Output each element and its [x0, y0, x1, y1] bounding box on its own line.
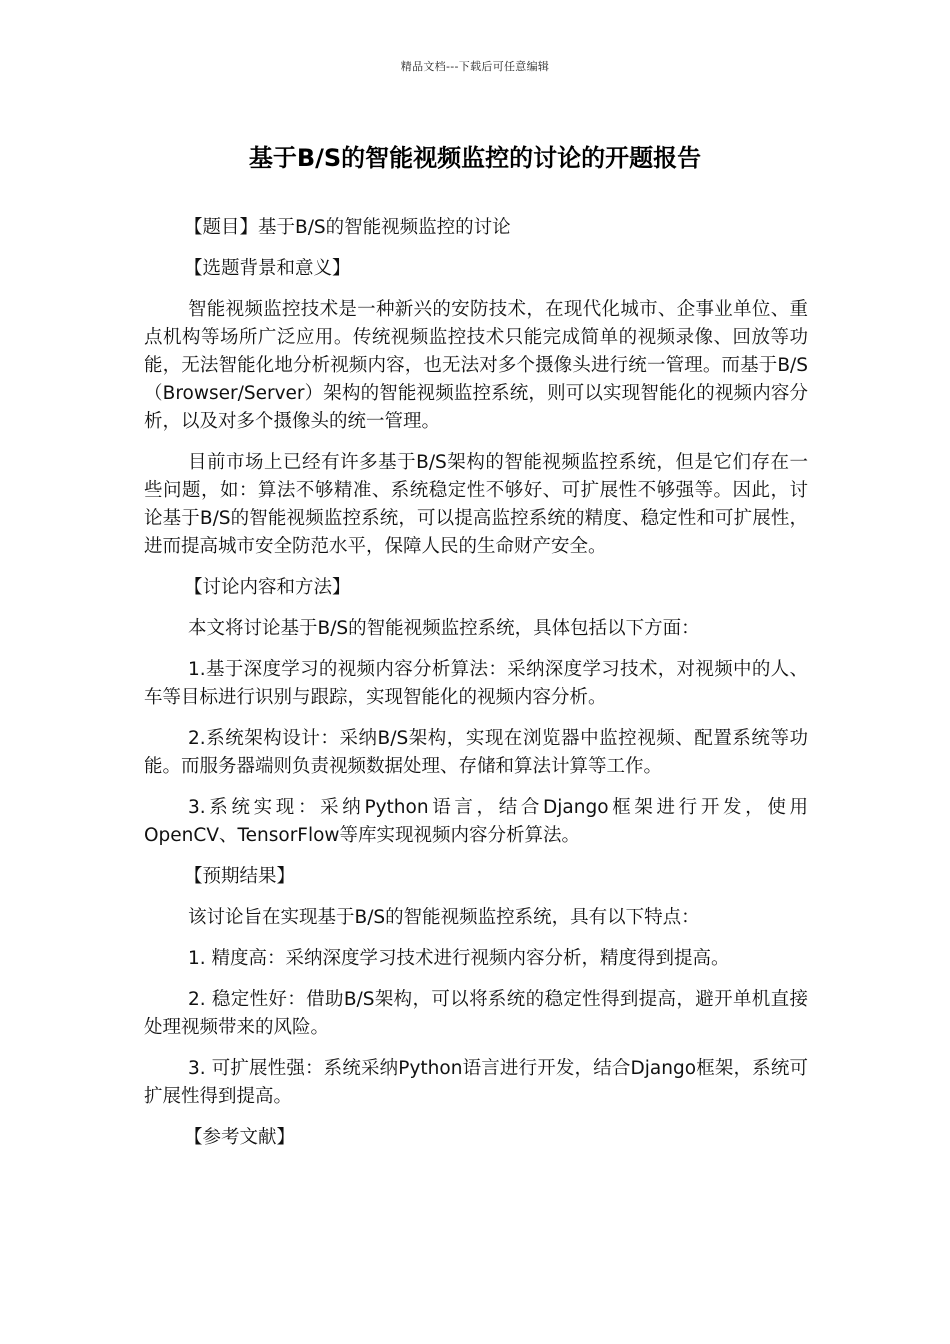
- section-heading-results: 【预期结果】: [184, 866, 296, 887]
- topic-line: 【题目】基于B/S的智能视频监控的讨论: [184, 217, 511, 238]
- background-paragraph-1: 智能视频监控技术是一种新兴的安防技术，在现代化城市、企事业单位、重点机构等场所广泛应用。传统视频监控技术只能完成简单的视频录像、回放等功能，无法智能化地分析视频内容，也无法对多个摄像头进行统一管理。而基于B/S（Browser/Server）架构的智能视频监控系统，则可以实现智能化的视频内容分析，以及对多个摄像头的统一管理。: [144, 299, 808, 432]
- background-paragraph-2: 目前市场上已经有许多基于B/S架构的智能视频监控系统，但是它们存在一些问题，如：算法不够精准、系统稳定性不够好、可扩展性不够强等。因此，讨论基于B/S的智能视频监控系统，可以提高监控系统的精度、稳定性和可扩展性，进而提高城市安全防范水平，保障人民的生命财产安全。: [144, 452, 808, 557]
- methods-item-3: 3.系统实现：采纳Python语言，结合Django框架进行开发，使用OpenCV、TensorFlow等库实现视频内容分析算法。: [144, 797, 808, 846]
- page-header-note: 精品文档---下载后可任意编辑: [400, 60, 550, 73]
- results-item-1: 1. 精度高：采纳深度学习技术进行视频内容分析，精度得到提高。: [188, 948, 730, 969]
- section-heading-background: 【选题背景和意义】: [184, 258, 351, 279]
- results-item-2: 2. 稳定性好：借助B/S架构，可以将系统的稳定性得到提高，避开单机直接处理视频带来的风险。: [144, 989, 808, 1038]
- methods-item-2: 2.系统架构设计：采纳B/S架构，实现在浏览器中监控视频、配置系统等功能。而服务器端则负责视频数据处理、存储和算法计算等工作。: [144, 728, 808, 777]
- results-intro: 该讨论旨在实现基于B/S的智能视频监控系统，具有以下特点：: [188, 907, 700, 928]
- methods-intro: 本文将讨论基于B/S的智能视频监控系统，具体包括以下方面：: [188, 618, 700, 639]
- document-body: [144, 214, 808, 1165]
- section-heading-references: 【参考文献】: [184, 1127, 296, 1148]
- methods-item-1: 1.基于深度学习的视频内容分析算法：采纳深度学习技术，对视频中的人、车等目标进行识别与跟踪，实现智能化的视频内容分析。: [144, 659, 808, 708]
- section-heading-methods: 【讨论内容和方法】: [184, 577, 351, 598]
- results-item-3: 3. 可扩展性强：系统采纳Python语言进行开发，结合Django框架，系统可扩展性得到提高。: [144, 1058, 808, 1107]
- document-title: 基于B/S的智能视频监控的讨论的开题报告: [248, 144, 702, 172]
